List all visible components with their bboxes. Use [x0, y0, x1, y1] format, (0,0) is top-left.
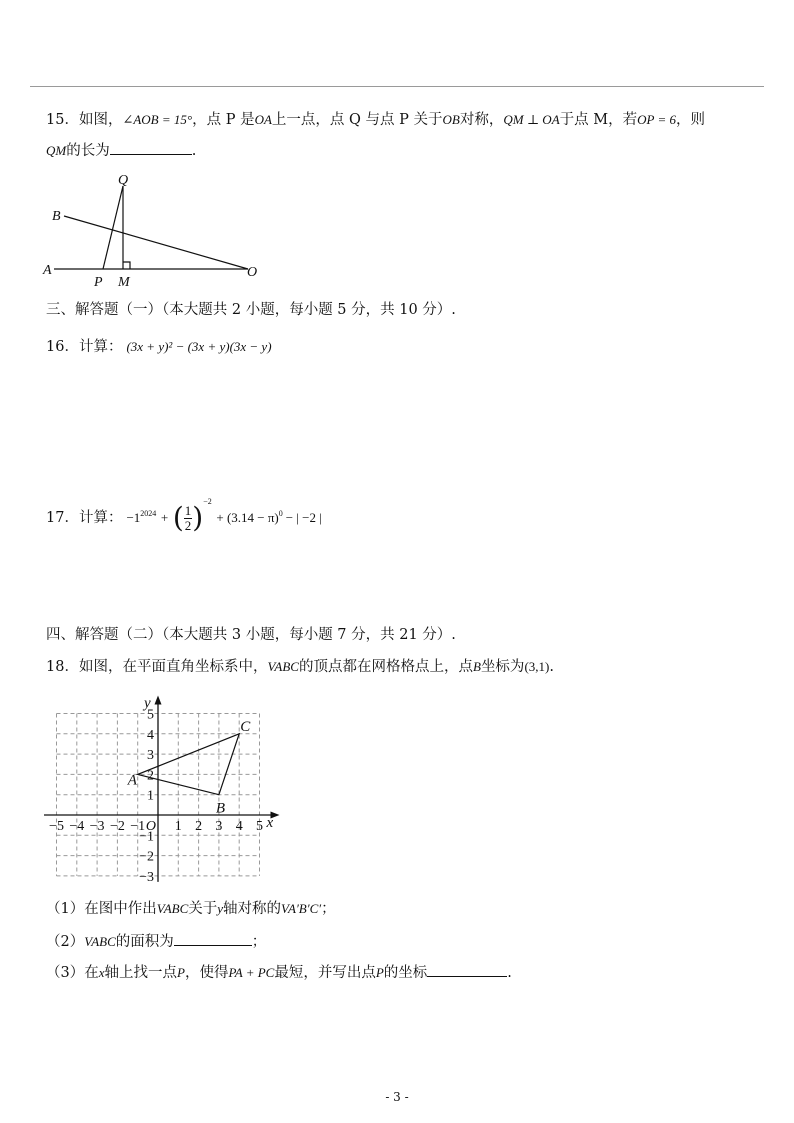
q18-sub2-text: 的面积为 [115, 934, 174, 950]
q15-text: ，则 [675, 112, 705, 128]
q18-sub2 [46, 931, 266, 952]
q18-sub2-triangle: VABC [84, 934, 116, 949]
q17-plus: + [160, 510, 169, 525]
label-o: O [247, 265, 258, 280]
triangle-abc [138, 734, 240, 795]
y-axis-arrow [155, 696, 162, 705]
q17-paren-left: ( [172, 501, 184, 534]
header-rule [30, 86, 764, 87]
section-4-heading: 四、解答题（二）（本大题共 3 小题，每小题 7 分，共 21 分）. [46, 627, 456, 643]
q18-sub1-end: ； [321, 901, 336, 917]
q17-term4: − | −2 | [285, 510, 322, 525]
point-b-label: B [215, 800, 226, 817]
y-tick-label: 4 [147, 727, 154, 743]
q15-number: 15． [46, 112, 79, 128]
x-tick-label: −1 [130, 819, 146, 834]
q18-triangle: VABC [267, 659, 299, 674]
label-p: P [94, 275, 103, 290]
label-b: B [52, 209, 61, 224]
q18-sub3-text: 最短，并写出点 [274, 965, 376, 981]
y-tick-label: −2 [139, 849, 154, 865]
q15-text: 上一点，点 Q 与点 P 关于 [271, 112, 443, 128]
x-tick-label: 4 [235, 819, 243, 834]
q18-sub1-triangle-prime: VA′B′C′ [281, 901, 322, 916]
q18-sub3 [46, 962, 512, 983]
q15-figure [40, 168, 270, 290]
right-angle-mark [123, 262, 130, 269]
section-3-heading: 三、解答题（一）（本大题共 2 小题，每小题 5 分，共 10 分）. [46, 302, 456, 318]
q18-sub3-xaxis: x [98, 965, 105, 980]
q15-ob: OB [442, 112, 460, 127]
q18-sub1-text: （1）在图中作出 [46, 901, 157, 917]
x-tick-label: 3 [215, 819, 223, 834]
q16-number: 16．计算： [46, 339, 123, 355]
q18-text: 坐标为 [480, 659, 525, 675]
q18-sub2-text: （2） [46, 934, 85, 950]
y-tick-label: 1 [147, 788, 154, 804]
q18-sub3-end: . [507, 965, 512, 981]
q15-line1 [46, 110, 705, 130]
q18-sub1-text: 关于 [188, 901, 218, 917]
label-a: A [43, 263, 52, 278]
point-c-label: C [240, 718, 251, 735]
y-axis-label: y [144, 695, 151, 712]
q17-term3: + (3.14 − π) [216, 510, 279, 525]
y-tick-label: −1 [139, 829, 154, 845]
y-tick-label: 3 [147, 748, 154, 764]
q18-text: 18．如图，在平面直角坐标系中， [46, 659, 268, 675]
q18-end: . [549, 659, 554, 675]
q15-op: OP = 6 [637, 112, 676, 127]
q18-line [46, 657, 554, 677]
origin-label: O [145, 819, 156, 834]
q18-sub3-expression: PA + PC [228, 965, 275, 980]
x-tick-label: 5 [256, 819, 263, 834]
q17-term3-exponent: 0 [278, 509, 283, 519]
q18-sub3-text: ，使得 [184, 965, 229, 981]
x-axis-label: x [266, 815, 274, 831]
q15-text: ，点 P 是 [192, 112, 255, 128]
x-tick-label: −3 [89, 819, 105, 834]
q18-sub1 [46, 899, 336, 919]
q15-angle: ∠AOB = 15° [122, 112, 193, 127]
y-tick-label: 5 [147, 707, 154, 723]
q18-sub3-point-p: P [177, 965, 185, 980]
q17-line [46, 484, 322, 534]
q15-oa: OA [254, 112, 272, 127]
page-number: - 3 - [385, 1090, 409, 1104]
q18-sub3-text: 轴上找一点 [104, 965, 178, 981]
point-a-label: A [127, 772, 137, 789]
q18-text: 的顶点都在网格格点上，点 [298, 659, 473, 675]
q17-term1: −1 [126, 510, 141, 525]
q18-sub3-text: 的坐标 [383, 965, 428, 981]
q18-sub1-yaxis: y [217, 901, 224, 916]
q17-term1-exponent: 2024 [140, 509, 157, 519]
q18-grid-figure [40, 692, 280, 887]
q15-text: 如图， [78, 112, 123, 128]
q18-sub1-triangle: VABC [156, 901, 189, 916]
q15-end: . [191, 143, 197, 159]
q18-coordinate: (3,1) [524, 659, 550, 674]
q18-sub1-text: 轴对称的 [223, 901, 282, 917]
x-tick-label: 2 [195, 819, 203, 834]
q18-sub3-answer-blank[interactable] [427, 962, 507, 977]
x-tick-label: −4 [69, 819, 85, 834]
x-tick-label: −5 [49, 819, 64, 834]
x-tick-label: 1 [174, 819, 182, 834]
q17-frac-denominator: 2 [184, 517, 192, 533]
q15-line2 [46, 140, 196, 161]
q17-frac-exponent: −2 [203, 497, 212, 506]
x-tick-label: −2 [109, 819, 125, 834]
q15-text: 对称， [459, 112, 504, 128]
q18-point-b: B [472, 659, 481, 674]
y-tick-label: 2 [147, 768, 154, 784]
q18-sub2-answer-blank[interactable] [174, 931, 252, 946]
q17-number: 17．计算： [46, 510, 123, 526]
q15-text: 的长为 [66, 143, 110, 159]
q18-sub3-point-p2: P [375, 965, 384, 980]
q18-sub2-end: ； [251, 934, 267, 950]
y-tick-label: −3 [139, 869, 154, 885]
label-q: Q [118, 173, 129, 188]
label-m: M [118, 275, 130, 290]
q17-frac-numerator: 1 [184, 502, 192, 518]
q16-line [46, 337, 272, 357]
q15-answer-blank[interactable] [110, 140, 192, 155]
q15-perp: QM ⊥ OA [503, 112, 560, 127]
q17-paren-right: ) [192, 501, 204, 534]
q15-qm: QM [46, 143, 67, 158]
q16-expression: (3x + y)² − (3x + y)(3x − y) [126, 339, 272, 354]
line-ob [64, 216, 248, 269]
q15-text: 于点 M，若 [559, 112, 638, 128]
q18-sub3-text: （3）在 [46, 965, 99, 981]
